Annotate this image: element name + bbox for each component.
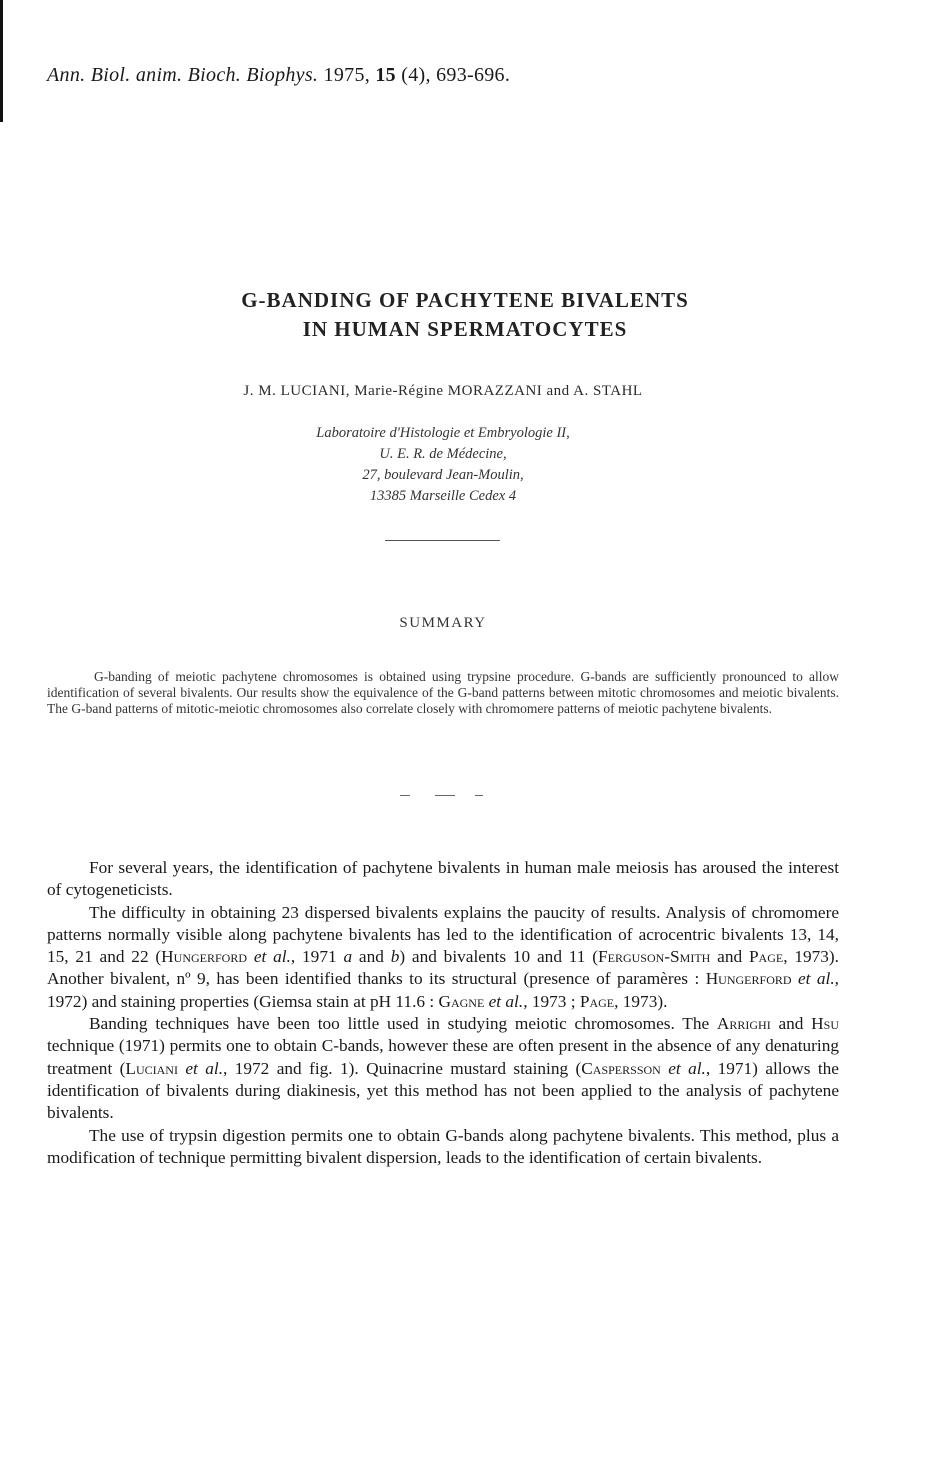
journal-reference	[47, 64, 647, 87]
journal-name: Ann. Biol. anim. Bioch. Biophys.	[47, 64, 319, 86]
summary-text: G-banding of meiotic pachytene chromosomes is obtained using trypsine procedure. G-bands are sufficiently pronounced to allow identification of several bivalents. Our results show the equivalence of the G-band patterns between mitotic chromosomes and meiotic bivalents. The G-band patterns of mitotic-meiotic chromosomes also correlate closely with chromomere patterns of meiotic pachytene bivalents.	[47, 669, 839, 716]
title-line-1: G-BANDING OF PACHYTENE BIVALENTS	[241, 288, 689, 312]
affiliation-line: 27, boulevard Jean-Moulin,	[362, 467, 524, 483]
title-line-2: IN HUMAN SPERMATOCYTES	[302, 317, 628, 341]
paper-title	[0, 286, 930, 344]
journal-issue-pages: (4), 693-696.	[401, 64, 511, 86]
journal-volume: 15	[375, 64, 396, 86]
paragraph-3: Banding techniques have been too little used in studying meiotic chromosomes. The Arrighi and Hsu technique (1971) permits one to obtain C-bands, however these are often present in the absence of any denaturing treatment (Luciani et al., 1972 and fig. 1). Quinacrine mustard staining (Caspersson et al., 1971) allows the identification of bivalents during diakinesis, yet this method has not been applied to the analysis of pachytene bivalents.	[47, 1014, 839, 1123]
paragraph-1: For several years, the identification of pachytene bivalents in human male meiosis has aroused the interest of cytogeneticists.	[47, 858, 839, 900]
affiliation-line: U. E. R. de Médecine,	[379, 446, 507, 462]
summary-heading: SUMMARY	[399, 615, 487, 631]
body-text	[47, 857, 839, 1169]
affiliation-line: 13385 Marseille Cedex 4	[369, 488, 517, 504]
section-divider	[385, 540, 500, 541]
dash-divider	[400, 795, 485, 799]
scan-edge-line	[0, 0, 3, 122]
journal-year: 1975,	[323, 64, 371, 86]
affiliation-line: Laboratoire d'Histologie et Embryologie II,	[316, 425, 570, 441]
authors: J. M. LUCIANI, Marie-Régine MORAZZANI and A. STAHL	[243, 383, 643, 399]
affiliation	[0, 423, 886, 507]
paragraph-2: The difficulty in obtaining 23 dispersed bivalents explains the paucity of results. Analysis of chromomere patterns normally visible along pachytene bivalents has led to the identification of acrocentric bivalents 13, 14, 15, 21 and 22 (Hungerford et al., 1971 a and b) and bivalents 10 and 11 (Ferguson-Smith and Page, 1973). Another bivalent, nº 9, has been identified thanks to its structural (presence of paramères : Hungerford et al., 1972) and staining properties (Giemsa stain at pH 11.6 : Gagne et al., 1973 ; Page, 1973).	[47, 902, 840, 1011]
paragraph-4: The use of trypsin digestion permits one to obtain G-bands along pachytene bivalents. This method, plus a modification of technique permitting bivalent dispersion, leads to the identification of certain bivalents.	[47, 1125, 839, 1167]
